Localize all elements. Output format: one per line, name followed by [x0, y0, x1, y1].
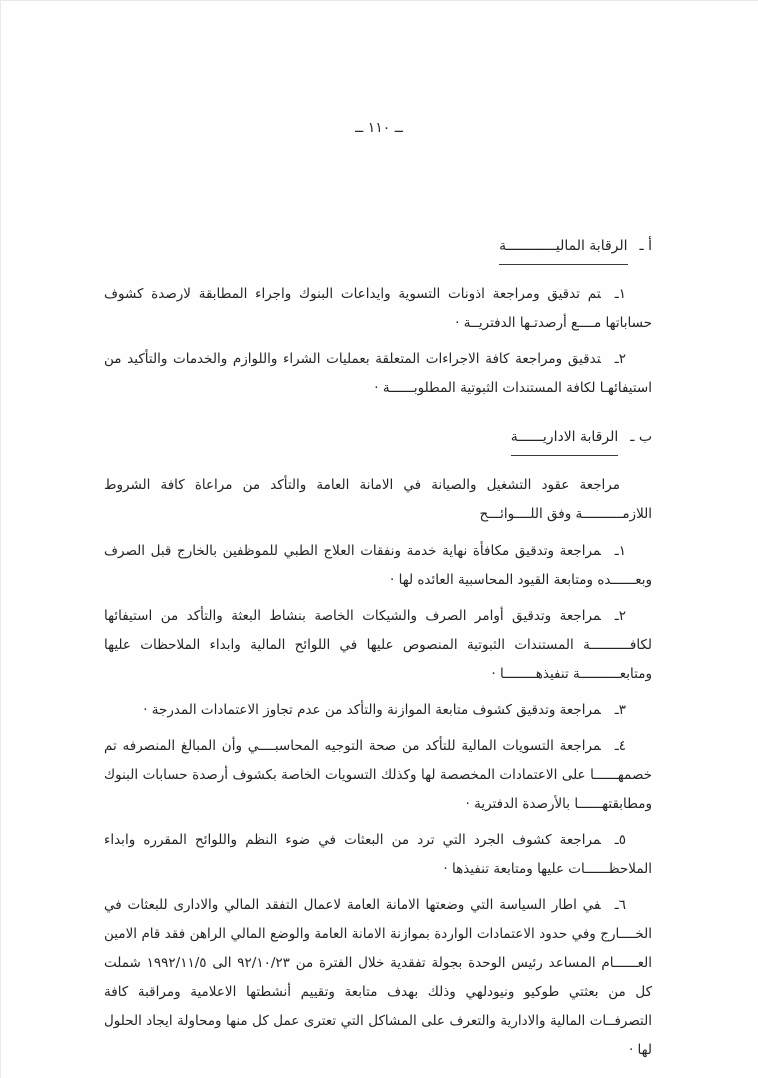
section-a-title: الرقابة الماليــــــــــــة	[499, 232, 627, 265]
list-item-a1	[104, 280, 652, 338]
item-number: ١ـ	[614, 543, 626, 559]
list-item-b5	[104, 826, 652, 884]
list-item-b3	[104, 696, 652, 725]
item-number: ٢ـ	[614, 351, 626, 367]
item-text: مراجعة وتدقيق أوامر الصرف والشيكات الخاصة بنشاط البعثة والتأكد من استيفائها لكافــــــــــة المستندات الثبوتية المنصوص عليها في اللوائح المالية وابداء الملاحظات عليها ومتابعــــــــــة تنفيذهــــــــا ·	[104, 608, 652, 682]
document-content	[104, 232, 652, 1072]
section-b-intro-paragraph: مراجعة عقود التشغيل والصيانة في الامانة العامة والتأكد من مراعاة كافة الشروط اللازمــــــــــة وفق اللــــوائـــح	[104, 477, 652, 522]
list-item-a2	[104, 345, 652, 403]
list-item-b1	[104, 537, 652, 595]
item-text: مراجعة وتدقيق مكافأة نهاية خدمة ونفقات العلاج الطبي للموظفين بالخارج قبل الصرف وبعــــــده ومتابعة القيود المحاسبية العائده لها ·	[104, 543, 652, 588]
item-text: تدقيق ومراجعة كافة الاجراءات المتعلقة بعمليات الشراء واللوازم والخدمات والتأكيد من استيفائهـا لكافة المستندات الثبوتية المطلوبــــــة ·	[104, 351, 652, 396]
section-b-label: ب ـ	[630, 429, 652, 445]
item-number: ٦ـ	[614, 897, 626, 913]
item-number: ٢ـ	[614, 608, 626, 624]
item-text: مراجعة وتدقيق كشوف متابعة الموازنة والتأكد من عدم تجاوز الاعتمادات المدرجة ·	[143, 702, 601, 718]
item-text: مراجعة التسويات المالية للتأكد من صحة التوجيه المحاسبــــي وأن المبالغ المنصرفه تم خصمهــــــا على الاعتمادات المخصصة لها وكذلك التسويات الخاصة بكشوف أرصدة حسابات البنوك ومطابقتهــــــا بالأرصدة الدفترية ·	[104, 738, 652, 812]
section-a-heading	[104, 232, 652, 265]
item-text: تم تدقيق ومراجعة اذونات التسوية وايداعات البنوك واجراء المطابقة لارصدة كشوف حساباتها مــــع أرصدتـها الدفتريــة ·	[104, 286, 652, 331]
page-number: ــ ١١٠ ــ	[355, 120, 403, 136]
section-a-label: أ ـ	[639, 238, 652, 254]
list-item-b6	[104, 891, 652, 1065]
item-text: في اطار السياسة التي وضعتها الامانة العامة لاعمال التفقد المالي والادارى للبعثات في الخــــارج وفي حدود الاعتمادات الواردة بموازنة الامانة العامة والوضع المالي الراهن فقد قام الامين العــــــام المساعد رئيس الوحدة بجولة تفقدية خلال الفترة من ٩٢/١٠/٢٣ الى ١٩٩٢/١١/٥ شملت كل من بعثتي طوكيو ونيودلهي وذلك بهدف متابعة وتقييم أنشطتها الاعلامية ومراقبة كافة التصرفــات المالية والادارية والتعرف على المشاكل التي تعترى عمل كل منها ومحاولة ايجاد الحلول لها ·	[104, 897, 653, 1058]
item-number: ٤ـ	[614, 738, 626, 754]
section-b-heading	[104, 423, 652, 456]
item-number: ١ـ	[614, 286, 626, 302]
item-number: ٣ـ	[614, 702, 626, 718]
item-text: مراجعة كشوف الجرد التي ترد من البعثات في ضوء النظم واللوائح المقرره وابداء الملاحظــــــات عليها ومتابعة تنفيذها ·	[104, 832, 652, 877]
section-b-title: الرقابة الاداريــــــة	[511, 423, 618, 456]
list-item-b2	[104, 602, 652, 689]
list-item-b4	[104, 732, 652, 819]
item-number: ٥ـ	[614, 832, 626, 848]
